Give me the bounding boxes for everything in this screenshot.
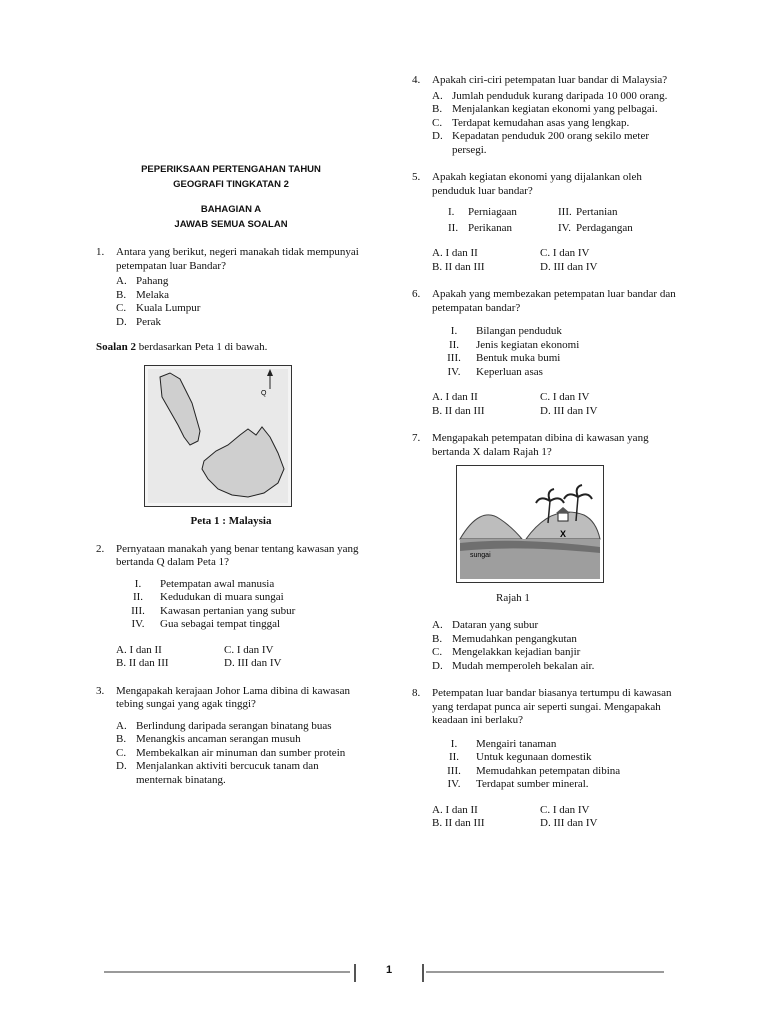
page-footer [104,964,664,980]
question-number: 4. [412,74,421,86]
option: D. Mudah memperoleh bekalan air. [432,659,595,672]
option: B. Melaka [116,288,169,301]
malaysia-map [144,365,292,507]
question-number: 3. [96,684,105,697]
option: C. Kuala Lumpur [116,302,201,314]
question-number: 5. [412,171,421,183]
option: B. Menangkis ancaman serangan musuh [116,733,301,745]
option: D. Menjalankan aktiviti bercucuk tanam dan menternak binatang. [116,760,319,786]
exam-header [96,162,366,232]
statement-list: I. Petempatan awal manusia II. Kedudukan di muara sungai III. Kawasan pertanian yang subur IV. Gua sebagai tempat tinggal [131,577,296,630]
question-stem: Mengapakah petempatan dibina di kawasan yang bertanda X dalam Rajah 1? [432,432,649,458]
statement-list: I. Bilangan penduduk II. Jenis kegiatan ekonomi III. Bentuk muka bumi IV. Keperluan asas [447,325,580,378]
map-label-q: Q [261,389,267,397]
question-3 [96,685,366,788]
option: A. Jumlah penduduk kurang daripada 10 000 orang. [432,89,668,102]
x-label: X [560,529,567,539]
question-1 [96,246,366,329]
question-stem: Apakah ciri-ciri petempatan luar bandar di Malaysia? [432,74,668,86]
diagram-caption: Rajah 1 [496,591,530,604]
option: C. Terdapat kemudahan asas yang lengkap. [432,116,630,129]
section-instruction: JAWAB SEMUA SOALAN [174,219,288,230]
map-caption: Peta 1 : Malaysia [190,515,272,527]
option: A. Dataran yang subur [432,619,539,631]
question-number: 1. [96,246,105,258]
question-2 [96,543,366,671]
answer-grid: A. I dan II C. I dan IV B. II dan III D. III dan IV [432,247,598,273]
statement-list: I. Mengairi tanaman II. Untuk kegunaan domestik III. Memudahkan petempatan dibina IV. Terdapat sumber mineral. [447,737,621,790]
option-list [116,720,366,788]
question-number: 7. [412,432,421,444]
page-number: 1 [385,964,393,976]
question-stem: Pernyataan manakah yang benar tentang kawasan yang bertanda Q dalam Peta 1? [116,542,359,568]
exam-subject: GEOGRAFI TINGKATAN 2 [173,179,289,190]
footer-bracket-right [418,964,424,982]
question-stem: Petempatan luar bandar biasanya tertumpu di kawasan yang terdapat punca air seperti sungai. Mengapakah keadaan ini berlaku? [432,687,672,726]
question-stem: Antara yang berikut, negeri manakah tidak mempunyai petempatan luar Bandar? [116,246,359,272]
option: C. Mengelakkan kejadian banjir [432,646,581,658]
question-number: 8. [412,687,421,699]
footer-bracket-left [354,964,360,982]
question-6 [412,288,680,418]
question-8 [412,687,680,831]
map-figure [144,365,366,512]
option: C. Membekalkan air minuman dan sumber protein [116,746,346,759]
option-list [432,619,680,673]
right-column [412,74,680,831]
question-stem: Apakah yang membezakan petempatan luar bandar dan petempatan bandar? [432,288,676,314]
question-number: 2. [96,542,105,555]
footer-rule-left [104,971,350,973]
left-column [96,162,366,787]
question-stem: Mengapakah kerajaan Johor Lama dibina di kawasan tebing sungai yang agak tinggi? [116,684,350,710]
question-2-intro: Soalan 2 berdasarkan Peta 1 di bawah. [96,341,268,353]
river-label: sungai [470,552,491,559]
diagram-figure [456,465,680,588]
question-7 [412,432,680,673]
settlement-diagram [456,465,604,583]
answer-grid: A. I dan II C. I dan IV B. II dan III D. III dan IV [432,803,598,829]
question-4 [412,74,680,157]
option-list [116,275,366,329]
option: D. Perak [116,315,162,328]
option: A. Pahang [116,275,169,287]
question-5 [412,171,680,274]
answer-grid: A. I dan II C. I dan IV B. II dan III D. III dan IV [116,643,282,669]
question-stem: Apakah kegiatan ekonomi yang dijalankan oleh penduduk luar bandar? [432,171,642,197]
option: A. Berlindung daripada serangan binatang buas [116,719,332,732]
option: B. Menjalankan kegiatan ekonomi yang pelbagai. [432,103,658,115]
statement-grid: I. Perniagaan III. Pertanian II. Perikanan IV. Perdagangan [448,206,633,234]
footer-rule-right [426,971,664,973]
option: B. Memudahkan pengangkutan [432,632,577,645]
exam-title: PEPERIKSAAN PERTENGAHAN TAHUN [141,164,321,175]
question-number: 6. [412,288,421,300]
section-title: BAHAGIAN A [200,204,262,215]
answer-grid: A. I dan II C. I dan IV B. II dan III D. III dan IV [432,391,598,417]
option: D. Kepadatan penduduk 200 orang sekilo meter persegi. [432,130,650,156]
option-list [432,90,680,158]
